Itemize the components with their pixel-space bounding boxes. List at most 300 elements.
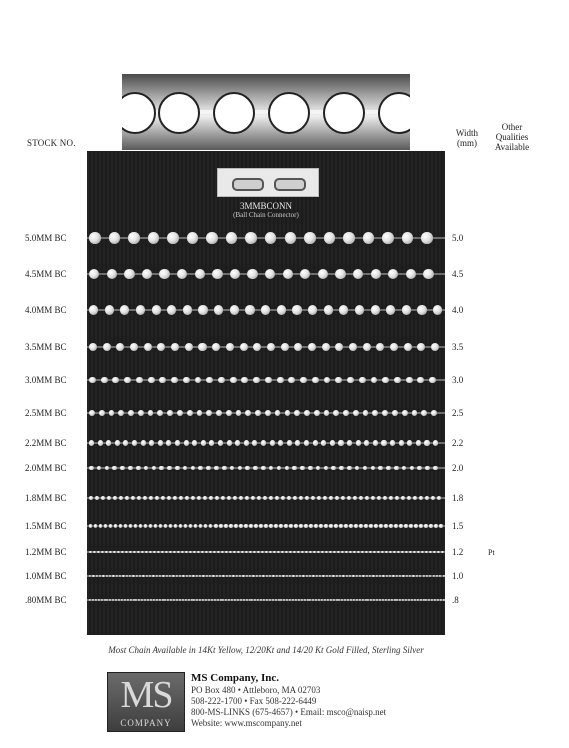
chain-bead <box>214 466 219 471</box>
chain-bead <box>362 599 364 601</box>
chain-bead <box>153 551 156 554</box>
chain-width-value: 1.8 <box>452 493 464 503</box>
chain-bead <box>187 232 199 244</box>
chain-bead <box>251 496 255 500</box>
chain-bead <box>417 466 422 471</box>
chain-bead <box>336 575 338 577</box>
stock-number-label: 1.2MM BC <box>25 547 67 557</box>
logo-ms: MS <box>120 674 172 716</box>
chain-bead <box>120 466 125 471</box>
chain-bead <box>261 551 264 554</box>
chain-bead <box>318 269 328 279</box>
chain-bead <box>166 575 168 577</box>
chain-bead <box>384 524 387 527</box>
chain-bead <box>300 377 307 384</box>
chain-bead <box>217 551 220 554</box>
chain-bead <box>173 496 177 500</box>
chain-bead <box>419 575 421 577</box>
chain-bead <box>431 496 435 500</box>
chain-bead <box>319 524 322 527</box>
chain-bead <box>112 377 119 384</box>
chain-bead <box>275 599 277 601</box>
ball-chain-banner <box>122 74 410 150</box>
chain-bead <box>204 524 207 527</box>
chain-bead <box>391 599 393 601</box>
chain-bead <box>237 551 240 554</box>
chain-bead <box>185 343 193 351</box>
chain-bead <box>439 575 441 577</box>
chain-bead <box>237 599 239 601</box>
chain-bead <box>226 232 238 244</box>
chain-bead <box>239 496 243 500</box>
chain-bead <box>282 575 284 577</box>
chain-bead <box>253 551 256 554</box>
availability-note: Most Chain Available in 14Kt Yellow, 12/20Kt and 14/20 Kt Gold Filled, Sterling Silver <box>108 645 424 655</box>
chain-bead <box>353 496 357 500</box>
chain-bead <box>175 440 180 445</box>
chain-bead <box>267 343 275 351</box>
width-header-line: Width <box>455 128 479 138</box>
chain-bead <box>429 377 436 384</box>
chain-bead <box>95 496 99 500</box>
chain-bead <box>286 575 288 577</box>
chain-bead <box>272 575 274 577</box>
chain-bead <box>392 410 398 416</box>
banner-bead <box>378 92 410 134</box>
chain-bead <box>378 466 383 471</box>
chain-bead <box>281 496 285 500</box>
chain-bead <box>105 305 114 314</box>
chain-bead <box>209 575 211 577</box>
chain-bead <box>172 575 174 577</box>
chain-bead <box>275 496 279 500</box>
chain-width-value: 3.5 <box>452 342 464 352</box>
chain-bead <box>226 575 228 577</box>
chain-bead <box>262 575 264 577</box>
chain-bead <box>89 524 92 527</box>
chain-bead <box>211 599 213 601</box>
chain-bead <box>246 575 248 577</box>
chain-bead <box>425 496 429 500</box>
chain-bead <box>423 599 425 601</box>
chain-bead <box>244 440 249 445</box>
chain-bead <box>394 599 396 601</box>
chain-bead <box>434 599 436 601</box>
chain-bead <box>162 575 164 577</box>
chain-bead <box>182 599 184 601</box>
chain-bead <box>194 524 197 527</box>
chain-bead <box>423 269 433 279</box>
chain-bead <box>109 232 121 244</box>
chain-bead <box>275 410 281 416</box>
chain-bead <box>139 524 142 527</box>
chain-bead <box>356 599 358 601</box>
chain-bead <box>347 466 352 471</box>
company-website: Website: www.mscompany.net <box>191 718 302 728</box>
chain-bead <box>130 599 132 601</box>
chain-bead <box>252 440 257 445</box>
chain-bead <box>416 575 418 577</box>
chain-bead <box>240 599 242 601</box>
chain-bead <box>337 551 340 554</box>
chain-bead <box>193 599 195 601</box>
chain-bead <box>373 599 375 601</box>
other-header-line: Qualities <box>495 132 529 142</box>
chain-bead <box>397 551 400 554</box>
chain-bead <box>221 496 225 500</box>
chain-bead <box>177 410 183 416</box>
chain-bead <box>144 599 146 601</box>
chain-bead <box>367 599 369 601</box>
chain-bead <box>202 575 204 577</box>
chain-bead <box>332 575 334 577</box>
chain-bead <box>201 551 204 554</box>
chain-bead <box>225 551 228 554</box>
chain-bead <box>156 599 158 601</box>
ball-chain-strand <box>87 458 445 478</box>
chain-bead <box>289 551 292 554</box>
chain-bead <box>128 410 134 416</box>
chain-bead <box>218 440 223 445</box>
chain-bead <box>281 551 284 554</box>
chain-bead <box>133 599 135 601</box>
chain-bead <box>347 496 351 500</box>
chain-bead <box>102 575 104 577</box>
chain-bead <box>232 575 234 577</box>
chain-bead <box>323 496 327 500</box>
chain-bead <box>292 599 294 601</box>
chain-bead <box>177 269 187 279</box>
chain-bead <box>279 575 281 577</box>
chain-bead <box>138 410 144 416</box>
ball-chain-strand <box>87 590 445 610</box>
chain-bead <box>431 410 437 416</box>
chain-bead <box>107 496 111 500</box>
chain-bead <box>247 269 257 279</box>
chain-bead <box>198 343 206 351</box>
chain-bead <box>249 524 252 527</box>
chain-bead <box>350 599 352 601</box>
chain-bead <box>179 575 181 577</box>
chain-bead <box>383 496 387 500</box>
chain-bead <box>199 524 202 527</box>
chain-bead <box>402 232 414 244</box>
chain-bead <box>269 551 272 554</box>
chain-bead <box>343 232 355 244</box>
chain-bead <box>382 575 384 577</box>
chain-bead <box>195 377 202 384</box>
chain-bead <box>333 410 339 416</box>
chain-bead <box>104 524 107 527</box>
chain-bead <box>137 496 141 500</box>
ball-chain-strand <box>87 264 445 284</box>
chain-bead <box>89 440 94 445</box>
chain-bead <box>278 599 280 601</box>
chain-bead <box>230 269 240 279</box>
chain-bead <box>347 599 349 601</box>
chain-bead <box>389 496 393 500</box>
chain-bead <box>159 377 166 384</box>
chain-bead <box>437 599 439 601</box>
chain-bead <box>245 496 249 500</box>
chain-bead <box>321 551 324 554</box>
chain-bead <box>402 305 411 314</box>
chain-bead <box>297 551 300 554</box>
chain-bead <box>423 575 425 577</box>
chain-bead <box>425 551 428 554</box>
chain-bead <box>417 305 426 314</box>
ball-chain-strand <box>87 433 445 453</box>
chain-bead <box>236 575 238 577</box>
chain-bead <box>321 599 323 601</box>
chain-bead <box>402 575 404 577</box>
chain-bead <box>288 377 295 384</box>
chain-bead <box>118 410 124 416</box>
chain-bead <box>313 440 318 445</box>
chain-bead <box>246 599 248 601</box>
chain-bead <box>159 599 161 601</box>
chain-bead <box>105 466 110 471</box>
chain-bead <box>241 551 244 554</box>
chain-bead <box>148 232 160 244</box>
chain-bead <box>352 575 354 577</box>
chain-bead <box>325 551 328 554</box>
chain-bead <box>157 551 160 554</box>
chain-bead <box>222 575 224 577</box>
chain-bead <box>130 343 138 351</box>
chain-bead <box>197 551 200 554</box>
chain-bead <box>112 466 117 471</box>
chain-bead <box>419 496 423 500</box>
chain-bead <box>144 343 152 351</box>
ball-chain-strand <box>87 370 445 390</box>
chain-bead <box>208 599 210 601</box>
chain-bead <box>359 496 363 500</box>
connector-link <box>274 178 306 191</box>
chain-bead <box>341 496 345 500</box>
chain-bead <box>289 575 291 577</box>
chain-bead <box>308 466 313 471</box>
chain-bead <box>283 269 293 279</box>
chain-bead <box>338 440 343 445</box>
chain-bead <box>113 496 117 500</box>
chain-bead <box>353 551 356 554</box>
chain-bead <box>145 551 148 554</box>
chain-bead <box>142 575 144 577</box>
chain-bead <box>347 377 354 384</box>
chain-bead <box>414 524 417 527</box>
chain-bead <box>89 410 95 416</box>
chain-bead <box>226 410 232 416</box>
stock-number-label: 2.2MM BC <box>25 438 67 448</box>
banner-bead <box>122 92 156 134</box>
chain-bead <box>157 410 163 416</box>
chain-bead <box>261 440 266 445</box>
chain-bead <box>379 599 381 601</box>
chain-bead <box>124 524 127 527</box>
chain-bead <box>293 496 297 500</box>
chain-bead <box>343 410 349 416</box>
chain-bead <box>254 599 256 601</box>
chain-bead <box>324 377 331 384</box>
chain-bead <box>299 496 303 500</box>
chain-bead <box>285 410 291 416</box>
chain-bead <box>393 551 396 554</box>
chain-bead <box>141 599 143 601</box>
chain-bead <box>265 410 271 416</box>
chain-bead <box>261 305 270 314</box>
chain-bead <box>417 343 425 351</box>
chain-bead <box>101 377 108 384</box>
chain-bead <box>396 575 398 577</box>
chain-bead <box>417 599 419 601</box>
chain-bead <box>161 551 164 554</box>
chain-bead <box>242 575 244 577</box>
chain-bead <box>101 496 105 500</box>
chain-bead <box>169 551 172 554</box>
chain-bead <box>372 410 378 416</box>
company-logo <box>107 672 185 732</box>
chain-bead <box>313 551 316 554</box>
chain-bead <box>132 575 134 577</box>
chain-bead <box>231 599 233 601</box>
chain-bead <box>152 575 154 577</box>
chain-bead <box>199 599 201 601</box>
chain-bead <box>413 551 416 554</box>
chain-bead <box>324 305 333 314</box>
chain-bead <box>124 377 131 384</box>
chain-bead <box>440 599 442 601</box>
chain-bead <box>173 551 176 554</box>
chain-bead <box>169 524 172 527</box>
chain-bead <box>280 599 282 601</box>
chain-bead <box>256 575 258 577</box>
chain-bead <box>89 343 97 351</box>
chain-bead <box>355 305 364 314</box>
chain-bead <box>382 377 389 384</box>
chain-bead <box>412 575 414 577</box>
chain-bead <box>224 524 227 527</box>
chain-bead <box>363 343 371 351</box>
chain-bead <box>421 551 424 554</box>
chain-bead <box>89 599 91 601</box>
chain-bead <box>312 599 314 601</box>
chain-bead <box>167 232 179 244</box>
chain-bead <box>187 410 193 416</box>
chain-bead <box>203 496 207 500</box>
logo-company: COMPANY <box>120 718 172 728</box>
chain-bead <box>128 466 133 471</box>
chain-bead <box>198 466 203 471</box>
chain-bead <box>229 524 232 527</box>
chain-bead <box>405 599 407 601</box>
chain-bead <box>344 524 347 527</box>
chain-bead <box>128 232 140 244</box>
chain-bead <box>196 575 198 577</box>
chain-bead <box>439 524 442 527</box>
chain-bead <box>206 575 208 577</box>
chain-bead <box>212 343 220 351</box>
chain-bead <box>182 575 184 577</box>
chain-bead <box>265 377 272 384</box>
chain-bead <box>388 269 398 279</box>
chain-bead <box>227 440 232 445</box>
chain-bead <box>221 551 224 554</box>
chain-bead <box>321 440 326 445</box>
chain-bead <box>264 524 267 527</box>
chain-bead <box>318 599 320 601</box>
chain-bead <box>104 599 106 601</box>
chain-bead <box>169 575 171 577</box>
chain-bead <box>235 440 240 445</box>
other-header-line: Available <box>494 142 530 152</box>
chain-bead <box>329 524 332 527</box>
chain-bead <box>399 440 404 445</box>
chain-bead <box>176 599 178 601</box>
chain-bead <box>420 599 422 601</box>
chain-bead <box>230 305 239 314</box>
chain-bead <box>406 269 416 279</box>
chain-bead <box>317 551 320 554</box>
stock-number-label: 1.0MM BC <box>25 571 67 581</box>
chain-bead <box>265 269 275 279</box>
chain-bead <box>274 524 277 527</box>
chain-bead <box>120 305 129 314</box>
chain-bead <box>245 232 257 244</box>
chain-bead <box>95 599 97 601</box>
chain-width-value: 1.5 <box>452 521 464 531</box>
chain-bead <box>277 305 286 314</box>
chain-bead <box>261 466 266 471</box>
chain-bead <box>285 232 297 244</box>
banner-bead <box>268 92 310 134</box>
chain-bead <box>306 575 308 577</box>
chain-bead <box>329 496 333 500</box>
chain-bead <box>349 575 351 577</box>
chain-bead <box>324 410 330 416</box>
chain-bead <box>371 305 380 314</box>
chain-bead <box>296 575 298 577</box>
chain-bead <box>316 466 321 471</box>
other-quality-value: Pt <box>488 548 495 557</box>
chain-bead <box>253 377 260 384</box>
chain-bead <box>263 599 265 601</box>
chain-bead <box>283 599 285 601</box>
chain-bead <box>419 524 422 527</box>
chain-bead <box>97 551 100 554</box>
chain-bead <box>339 305 348 314</box>
chain-bead <box>300 466 305 471</box>
chain-bead <box>322 343 330 351</box>
chain-bead <box>319 575 321 577</box>
chain-bead <box>183 305 192 314</box>
chain-bead <box>142 269 152 279</box>
chain-bead <box>99 575 101 577</box>
chain-bead <box>245 410 251 416</box>
chain-bead <box>136 305 145 314</box>
chain-bead <box>273 551 276 554</box>
company-name: MS Company, Inc. <box>191 672 280 684</box>
chain-bead <box>109 575 111 577</box>
chain-bead <box>394 524 397 527</box>
chain-width-value: .8 <box>452 595 459 605</box>
chain-bead <box>421 232 433 244</box>
chain-bead <box>312 575 314 577</box>
chain-bead <box>112 575 114 577</box>
chain-bead <box>376 599 378 601</box>
chain-bead <box>164 599 166 601</box>
chain-bead <box>195 269 205 279</box>
